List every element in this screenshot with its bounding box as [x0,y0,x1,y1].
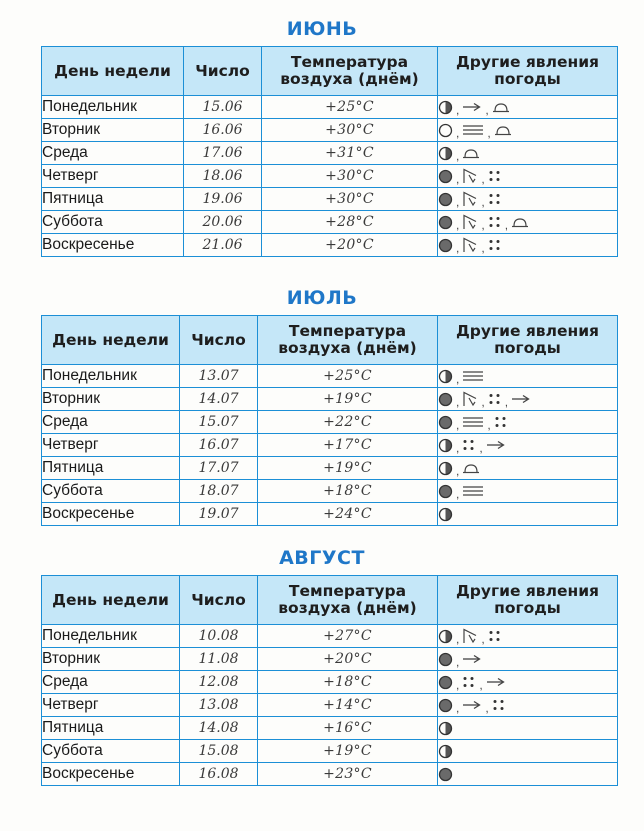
weather-cell [438,96,618,119]
separator: , [485,103,489,117]
temp-cell: +19°C [258,457,438,480]
temp-cell: +17°C [258,434,438,457]
fog-icon [462,370,484,382]
temp-cell: +14°C [258,694,438,717]
thunderstorm-icon [462,168,478,184]
separator: , [504,218,509,232]
weather-table-august [41,575,618,786]
table-row [42,365,618,388]
weather-symbols [438,389,617,409]
rain-icon [494,415,508,429]
temp-cell: +30°C [262,119,438,142]
separator: , [481,395,485,409]
header-other: Другие явления погоды [438,316,618,365]
table-row [42,188,618,211]
separator: , [456,701,460,715]
day-cell: Воскресенье [42,763,180,786]
temp-cell: +16°C [258,717,438,740]
date-cell: 15.08 [180,740,258,763]
temp-cell: +28°C [262,211,438,234]
weather-cell [438,503,618,526]
weather-symbols [438,189,617,209]
weather-cell [438,740,618,763]
partly-cloudy-icon [438,461,453,476]
wind-arrow-icon [486,440,506,450]
weather-symbols [438,166,617,186]
header-other: Другие явления погоды [438,576,618,625]
date-cell: 20.06 [184,211,262,234]
rain-icon [462,675,476,689]
partly-cloudy-icon [438,146,453,161]
separator: , [504,395,509,409]
month-title-august: АВГУСТ [279,547,365,569]
separator: , [456,487,460,501]
weather-symbols [438,120,617,140]
weather-symbols [438,626,617,646]
separator: , [485,701,489,715]
wind-arrow-icon [462,102,482,112]
table-header [42,316,618,365]
separator: , [456,218,460,232]
weather-cell [438,648,618,671]
separator: , [456,632,460,646]
wind-arrow-icon [486,677,506,687]
table-row [42,434,618,457]
day-cell: Вторник [42,648,180,671]
temp-cell: +30°C [262,188,438,211]
temp-cell: +22°C [258,411,438,434]
date-cell: 14.08 [180,717,258,740]
wind-arrow-icon [462,700,482,710]
temp-cell: +18°C [258,480,438,503]
date-cell: 16.06 [184,119,262,142]
weather-cell [438,625,618,648]
rain-icon [488,215,502,229]
day-cell: Среда [42,142,184,165]
separator: , [481,172,485,186]
table-row [42,119,618,142]
overcast-icon [438,675,453,690]
temp-cell: +31°C [262,142,438,165]
header-temp: Температура воздуха (днём) [262,47,438,96]
separator: , [456,678,460,692]
partly-cloudy-icon [438,369,453,384]
date-cell: 18.06 [184,165,262,188]
day-cell: Воскресенье [42,503,180,526]
rain-icon [488,238,502,252]
date-cell: 16.07 [180,434,258,457]
temp-cell: +19°C [258,740,438,763]
temp-cell: +27°C [258,625,438,648]
fog-icon [462,485,484,497]
weather-symbols [438,97,617,117]
table-row [42,234,618,257]
overcast-icon [438,415,453,430]
dew-icon [511,216,529,228]
thunderstorm-icon [462,191,478,207]
partly-cloudy-icon [438,438,453,453]
day-cell: Пятница [42,457,180,480]
temp-cell: +25°C [258,365,438,388]
header-day: День недели [42,47,184,96]
date-cell: 13.07 [180,365,258,388]
separator: , [456,172,460,186]
overcast-icon [438,192,453,207]
date-cell: 17.06 [184,142,262,165]
separator: , [481,241,485,255]
month-title-june: ИЮНЬ [286,18,358,40]
overcast-icon [438,392,453,407]
date-cell: 19.06 [184,188,262,211]
weather-symbols [438,672,617,692]
date-cell: 17.07 [180,457,258,480]
rain-icon [488,192,502,206]
overcast-icon [438,238,453,253]
temp-cell: +19°C [258,388,438,411]
partly-cloudy-icon [438,507,453,522]
weather-symbols [438,764,617,784]
weather-cell [438,119,618,142]
partly-cloudy-icon [438,629,453,644]
partly-cloudy-icon [438,721,453,736]
weather-cell [438,763,618,786]
table-row [42,740,618,763]
separator: , [456,126,460,140]
separator: , [456,441,460,455]
separator: , [456,655,460,669]
dew-icon [462,462,480,474]
table-row [42,165,618,188]
separator: , [481,195,485,209]
table-row [42,694,618,717]
day-cell: Понедельник [42,625,180,648]
day-cell: Суббота [42,480,180,503]
separator: , [456,464,460,478]
table-row [42,211,618,234]
weather-symbols [438,212,617,232]
day-cell: Вторник [42,119,184,142]
weather-cell [438,365,618,388]
date-cell: 14.07 [180,388,258,411]
rain-icon [488,169,502,183]
date-cell: 16.08 [180,763,258,786]
temp-cell: +18°C [258,671,438,694]
header-temp: Температура воздуха (днём) [258,316,438,365]
dew-icon [494,124,512,136]
day-cell: Пятница [42,188,184,211]
header-date: Число [180,316,258,365]
weather-symbols [438,741,617,761]
weather-symbols [438,504,617,524]
table-row [42,671,618,694]
date-cell: 18.07 [180,480,258,503]
day-cell: Четверг [42,434,180,457]
temp-cell: +20°C [262,234,438,257]
day-cell: Суббота [42,740,180,763]
temp-cell: +24°C [258,503,438,526]
rain-icon [488,629,502,643]
dew-icon [492,101,510,113]
separator: , [481,218,485,232]
thunderstorm-icon [462,214,478,230]
weather-symbols [438,435,617,455]
rain-icon [488,392,502,406]
table-row [42,388,618,411]
table-row [42,763,618,786]
wind-arrow-icon [462,654,482,664]
weather-cell [438,188,618,211]
weather-symbols [438,366,617,386]
overcast-icon [438,767,453,782]
weather-cell [438,165,618,188]
table-row [42,96,618,119]
header-day: День недели [42,576,180,625]
day-cell: Четверг [42,694,180,717]
overcast-icon [438,215,453,230]
date-cell: 11.08 [180,648,258,671]
header-temp: Температура воздуха (днём) [258,576,438,625]
table-row [42,457,618,480]
weather-symbols [438,718,617,738]
thunderstorm-icon [462,391,478,407]
partly-cloudy-icon [438,100,453,115]
weather-cell [438,388,618,411]
day-cell: Суббота [42,211,184,234]
table-row [42,480,618,503]
rain-icon [492,698,506,712]
separator: , [479,441,483,455]
dew-icon [462,147,480,159]
day-cell: Воскресенье [42,234,184,257]
weather-cell [438,694,618,717]
temp-cell: +25°C [262,96,438,119]
fog-icon [462,416,484,428]
separator: , [456,195,460,209]
day-cell: Среда [42,411,180,434]
overcast-icon [438,698,453,713]
day-cell: Вторник [42,388,180,411]
separator: , [479,678,483,692]
weather-symbols [438,481,617,501]
weather-table-july [41,315,618,526]
thunderstorm-icon [462,237,478,253]
weather-symbols [438,235,617,255]
separator: , [456,149,460,163]
weather-symbols [438,695,617,715]
separator: , [456,241,460,255]
weather-symbols [438,458,617,478]
date-cell: 15.06 [184,96,262,119]
table-row [42,625,618,648]
weather-symbols [438,649,617,669]
partly-cloudy-icon [438,744,453,759]
separator: , [456,418,460,432]
overcast-icon [438,652,453,667]
date-cell: 10.08 [180,625,258,648]
day-cell: Среда [42,671,180,694]
weather-table-june [41,46,618,257]
wind-arrow-icon [511,394,531,404]
day-cell: Понедельник [42,96,184,119]
weather-symbols [438,143,617,163]
separator: , [481,632,485,646]
date-cell: 19.07 [180,503,258,526]
thunderstorm-icon [462,628,478,644]
separator: , [456,372,460,386]
separator: , [456,395,460,409]
table-header [42,576,618,625]
weather-cell [438,671,618,694]
table-header [42,47,618,96]
clear-icon [438,123,453,138]
month-title-july: ИЮЛЬ [286,287,358,309]
weather-symbols [438,412,617,432]
weather-cell [438,717,618,740]
weather-cell [438,234,618,257]
table-row [42,411,618,434]
separator: , [487,418,491,432]
separator: , [487,126,491,140]
day-cell: Пятница [42,717,180,740]
date-cell: 13.08 [180,694,258,717]
weather-cell [438,211,618,234]
table-row [42,648,618,671]
weather-cell [438,411,618,434]
table-row [42,142,618,165]
date-cell: 12.08 [180,671,258,694]
date-cell: 21.06 [184,234,262,257]
header-date: Число [180,576,258,625]
day-cell: Четверг [42,165,184,188]
header-day: День недели [42,316,180,365]
table-row [42,717,618,740]
temp-cell: +30°C [262,165,438,188]
weather-cell [438,434,618,457]
weather-cell [438,457,618,480]
table-row [42,503,618,526]
fog-icon [462,124,484,136]
temp-cell: +20°C [258,648,438,671]
weather-cell [438,142,618,165]
date-cell: 15.07 [180,411,258,434]
day-cell: Понедельник [42,365,180,388]
header-other: Другие явления погоды [438,47,618,96]
separator: , [456,103,460,117]
overcast-icon [438,169,453,184]
overcast-icon [438,484,453,499]
header-date: Число [184,47,262,96]
temp-cell: +23°C [258,763,438,786]
rain-icon [462,438,476,452]
weather-cell [438,480,618,503]
